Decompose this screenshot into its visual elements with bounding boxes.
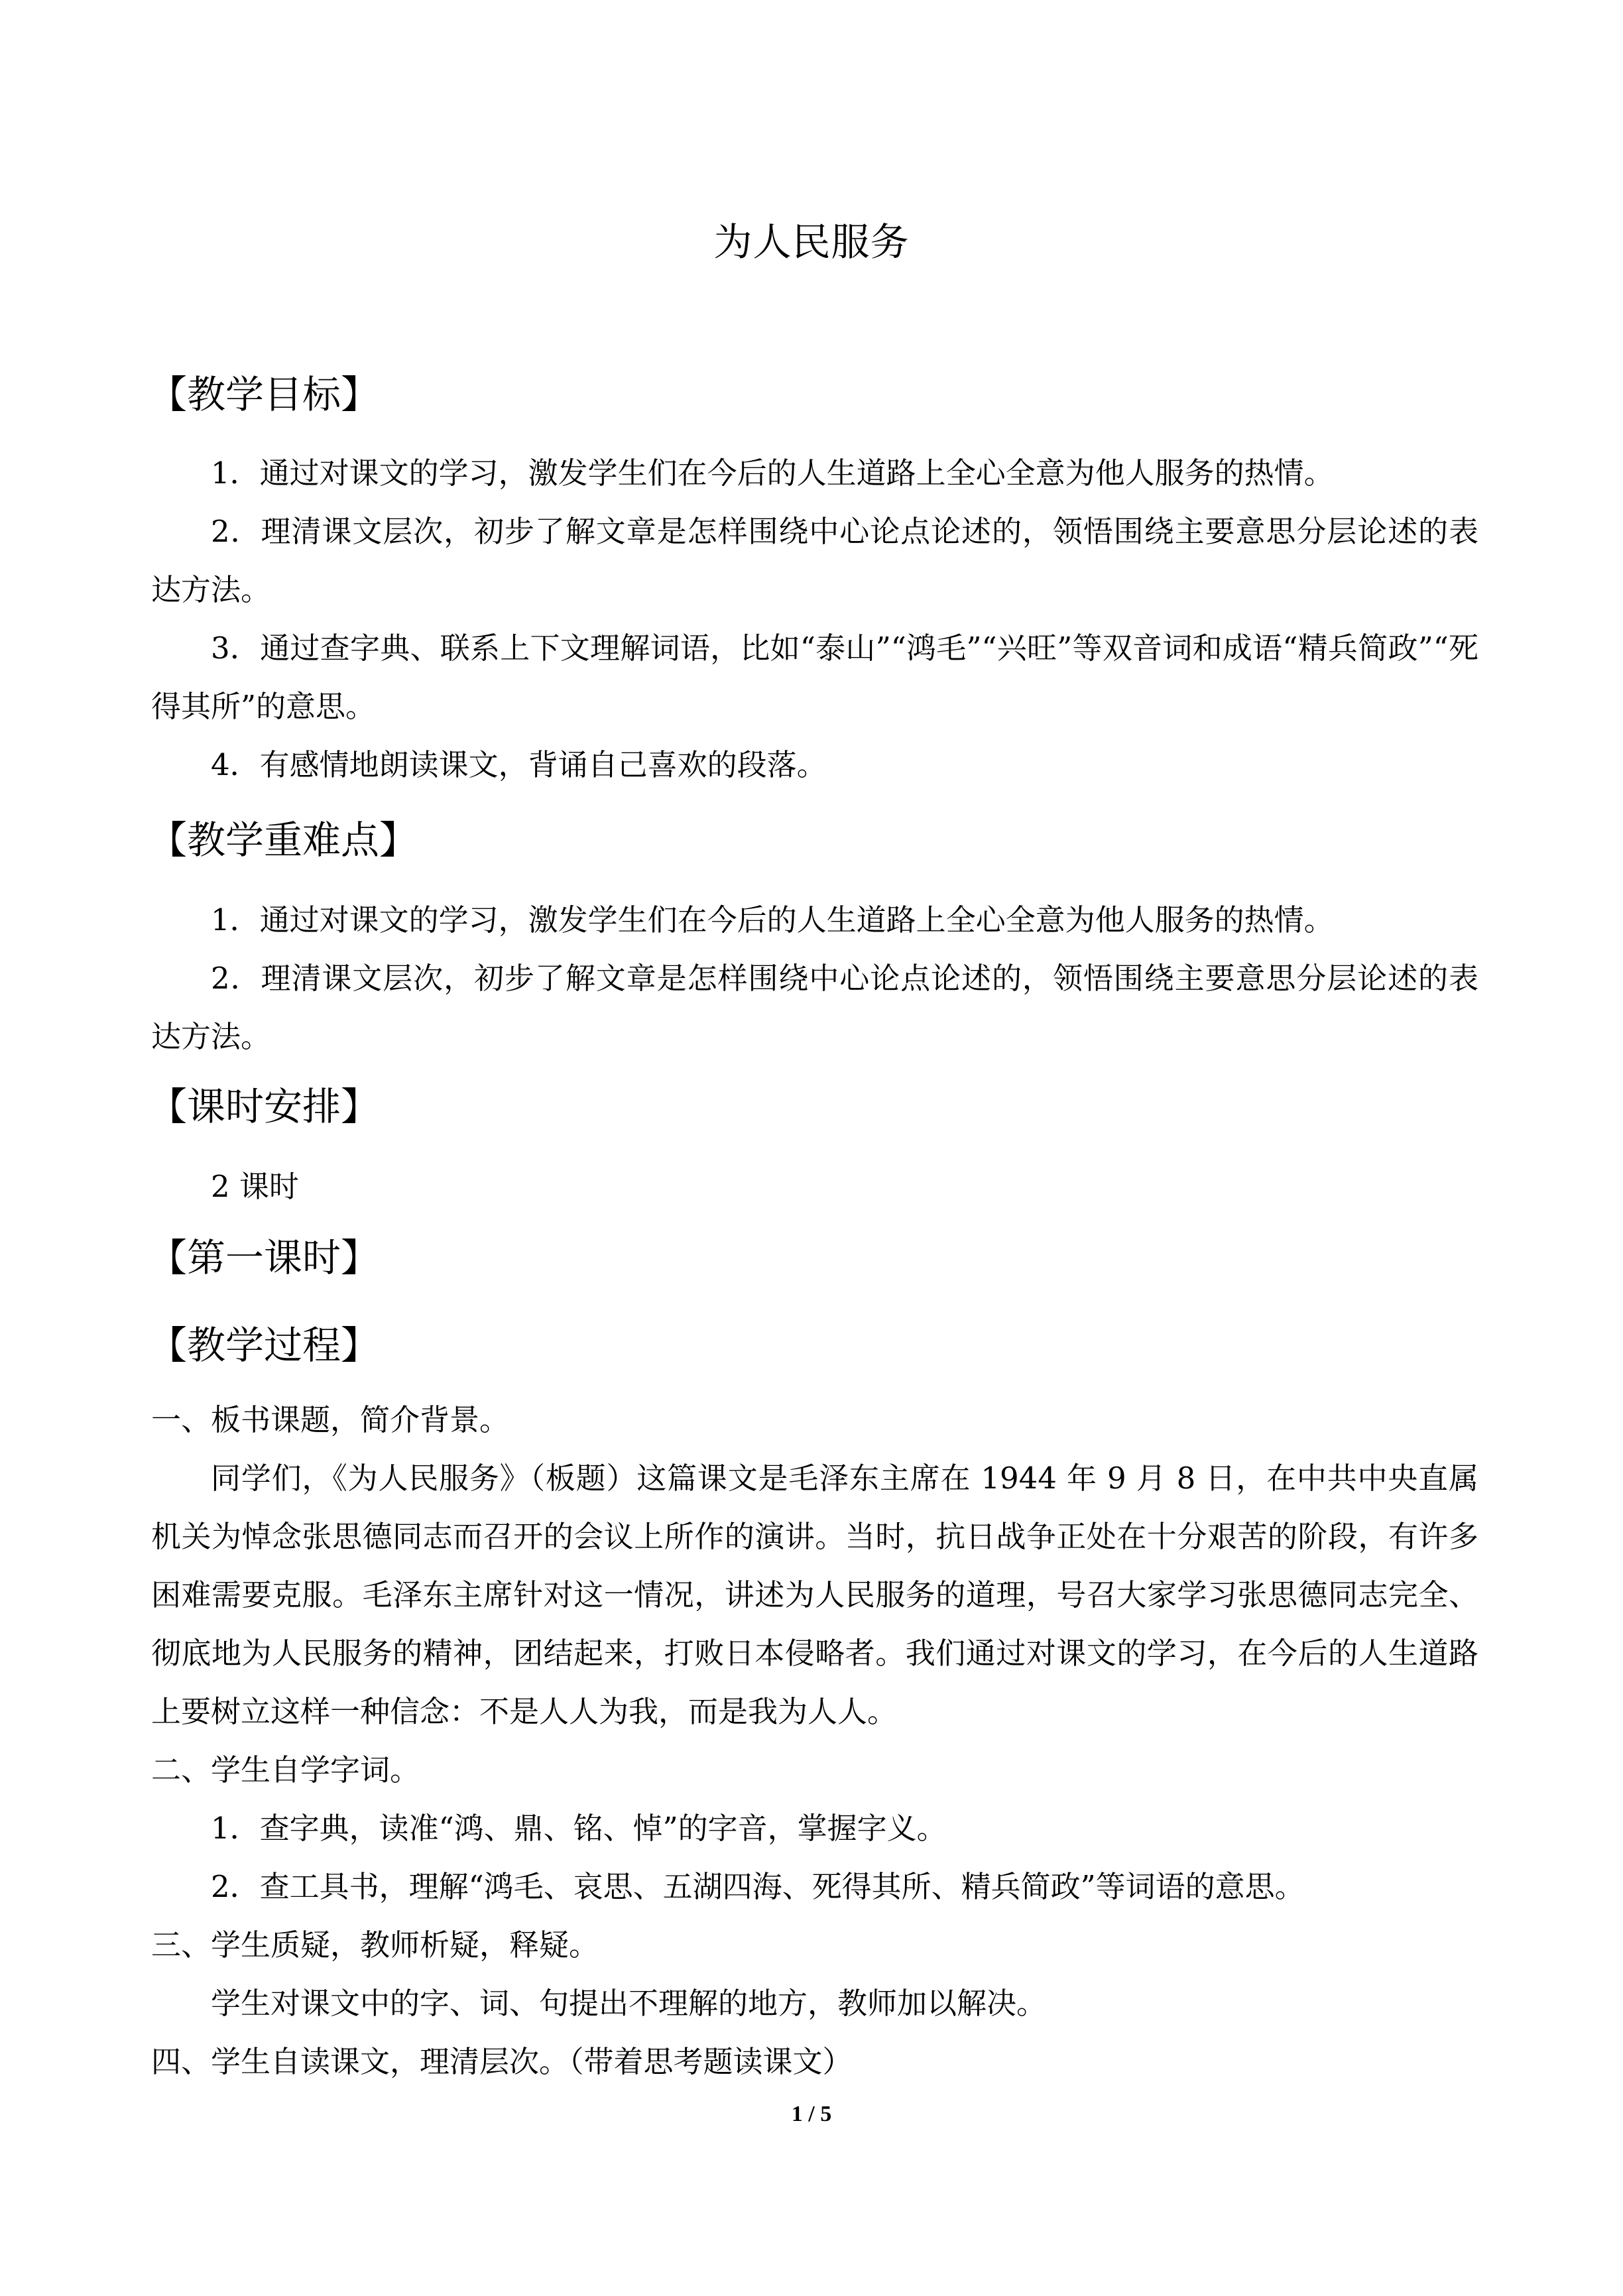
process-step-2-heading: 二、学生自学字词。 [151, 1752, 420, 1787]
section-heading-schedule: 【课时安排】 [149, 1084, 380, 1129]
keypoint-item-2: 2．理清课文层次，初步了解文章是怎样围绕中心论点论述的，领悟围绕主要意思分层论述的表达方法。 [151, 961, 1478, 1054]
document-title: 为人民服务 [713, 219, 910, 265]
process-step-4-heading: 四、学生自读课文，理清层次。（带着思考题读课文） [151, 2044, 853, 2079]
process-step-1-heading: 一、板书课题，简介背景。 [151, 1402, 510, 1437]
page-number: 1 / 5 [791, 2102, 832, 2126]
goal-item-4: 4．有感情地朗读课文，背诵自己喜欢的段落。 [211, 747, 827, 782]
process-step-2-item-2: 2．查工具书，理解“鸿毛、哀思、五湖四海、死得其所、精兵简政”等词语的意思。 [211, 1869, 1305, 1904]
section-heading-lesson1: 【第一课时】 [149, 1235, 380, 1280]
section-heading-process: 【教学过程】 [149, 1323, 380, 1368]
goal-item-3: 3．通过查字典、联系上下文理解词语，比如“泰山”“鸿毛”“兴旺”等双音词和成语“精兵简政”“死得其所”的意思。 [151, 631, 1478, 724]
goal-item-1: 1．通过对课文的学习，激发学生们在今后的人生道路上全心全意为他人服务的热情。 [211, 455, 1334, 491]
goal-item-2: 2．理清课文层次，初步了解文章是怎样围绕中心论点论述的，领悟围绕主要意思分层论述的表达方法。 [151, 514, 1478, 607]
process-step-1-text: 同学们，《为人民服务》（板题）这篇课文是毛泽东主席在 1944 年 9 月 8 日，在中共中央直属机关为悼念张思德同志而召开的会议上所作的演讲。当时，抗日战争正处在十分艰苦的阶段，有许多困难需要克服。毛泽东主席针对这一情况，讲述为人民服务的道理，号召大家学习张思德同志完全、彻底地为人民服务的精神，团结起来，打败日本侵略者。我们通过对课文的学习，在今后的人生道路上要树立这样一种信念：不是人人为我，而是我为人人。 [151, 1461, 1478, 1729]
section-heading-keypoints: 【教学重难点】 [149, 817, 418, 863]
schedule-text: 2 课时 [211, 1169, 299, 1204]
process-step-2-item-1: 1．查字典，读准“鸿、鼎、铭、悼”的字音，掌握字义。 [211, 1811, 947, 1846]
process-step-3-text: 学生对课文中的字、词、句提出不理解的地方，教师加以解决。 [211, 1986, 1047, 2021]
process-step-3-heading: 三、学生质疑，教师析疑，释疑。 [151, 1927, 599, 1963]
keypoint-item-1: 1．通过对课文的学习，激发学生们在今后的人生道路上全心全意为他人服务的热情。 [211, 902, 1334, 937]
section-heading-goals: 【教学目标】 [149, 372, 380, 417]
